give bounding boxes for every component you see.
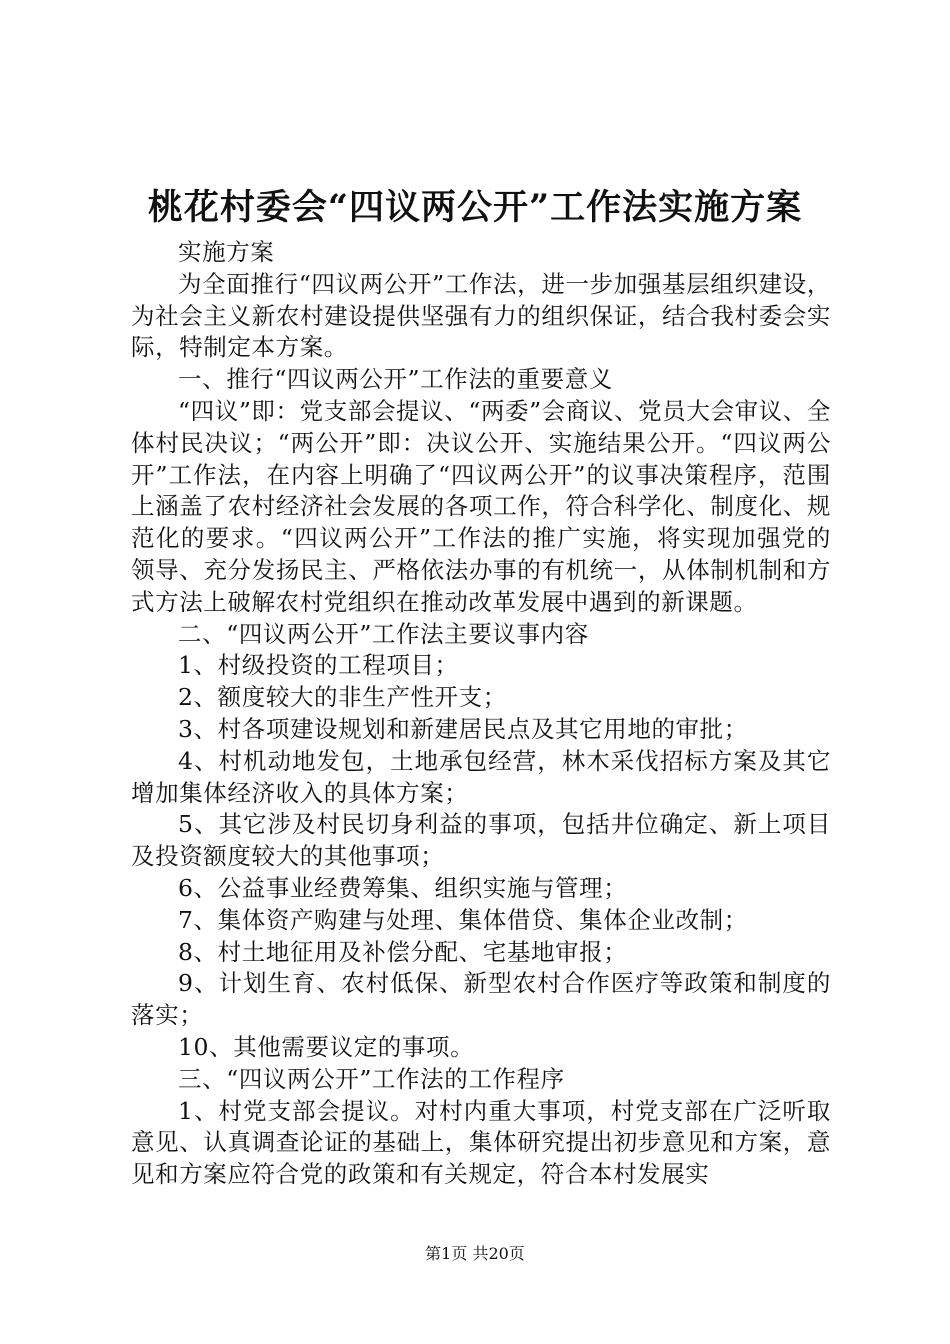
paragraph-intro: 为全面推行“四议两公开”工作法，进一步加强基层组织建设，为社会主义新农村建设提供坚强有力的组织保证，结合我村委会实际，特制定本方案。	[131, 269, 831, 362]
list-item: 8、村土地征用及补偿分配、宅基地审报；	[178, 937, 628, 966]
section-heading-2: 二、“四议两公开”工作法主要议事内容	[178, 619, 589, 648]
list-item: 4、村机动地发包，土地承包经营，林木采伐招标方案及其它增加集体经济收入的具体方案；	[131, 746, 831, 807]
paragraph-procedure-1: 1、村党支部会提议。对村内重大事项，村党支部在广泛听取意见、认真调查论证的基础上，集体研究提出初步意见和方案，意见和方案应符合党的政策和有关规定，符合本村发展实	[131, 1096, 831, 1189]
page-footer: 第1页 共20页	[425, 1244, 525, 1263]
list-item: 2、额度较大的非生产性开支；	[178, 683, 507, 712]
list-item: 5、其它涉及村民切身利益的事项，包括井位确定、新上项目及投资额度较大的其他事项；	[131, 810, 831, 871]
list-item: 6、公益事业经费筹集、组织实施与管理；	[178, 873, 628, 902]
list-item: 7、集体资产购建与处理、集体借贷、集体企业改制；	[178, 905, 748, 934]
list-item: 1、村级投资的工程项目；	[178, 651, 459, 680]
list-item: 3、村各项建设规划和新建居民点及其它用地的审批；	[178, 714, 748, 743]
paragraph-heading-plan: 实施方案	[178, 238, 275, 266]
paragraph-significance: “四议”即：党支部会提议、“两委”会商议、党员大会审议、全体村民决议；“两公开”即：决议公开、实施结果公开。“四议两公开”工作法，在内容上明确了“四议两公开”的议事决策程序，范围上涵盖了农村经济社会发展的各项工作，符合科学化、制度化、规范化的要求。“四议两公开”工作法的推广实施，将实现加强党的领导、充分发扬民主、严格依法办事的有机统一，从体制机制和方式方法上破解农村党组织在推动改革发展中遇到的新课题。	[131, 396, 831, 616]
document-body	[131, 237, 831, 1191]
document-title: 桃花村委会“四议两公开”工作法实施方案	[147, 187, 803, 228]
list-item: 10、其他需要议定的事项。	[178, 1032, 475, 1061]
section-heading-1: 一、推行“四议两公开”工作法的重要意义	[178, 365, 613, 394]
section-heading-3: 三、“四议两公开”工作法的工作程序	[178, 1064, 565, 1093]
list-item: 9、计划生育、农村低保、新型农村合作医疗等政策和制度的落实；	[131, 969, 831, 1030]
